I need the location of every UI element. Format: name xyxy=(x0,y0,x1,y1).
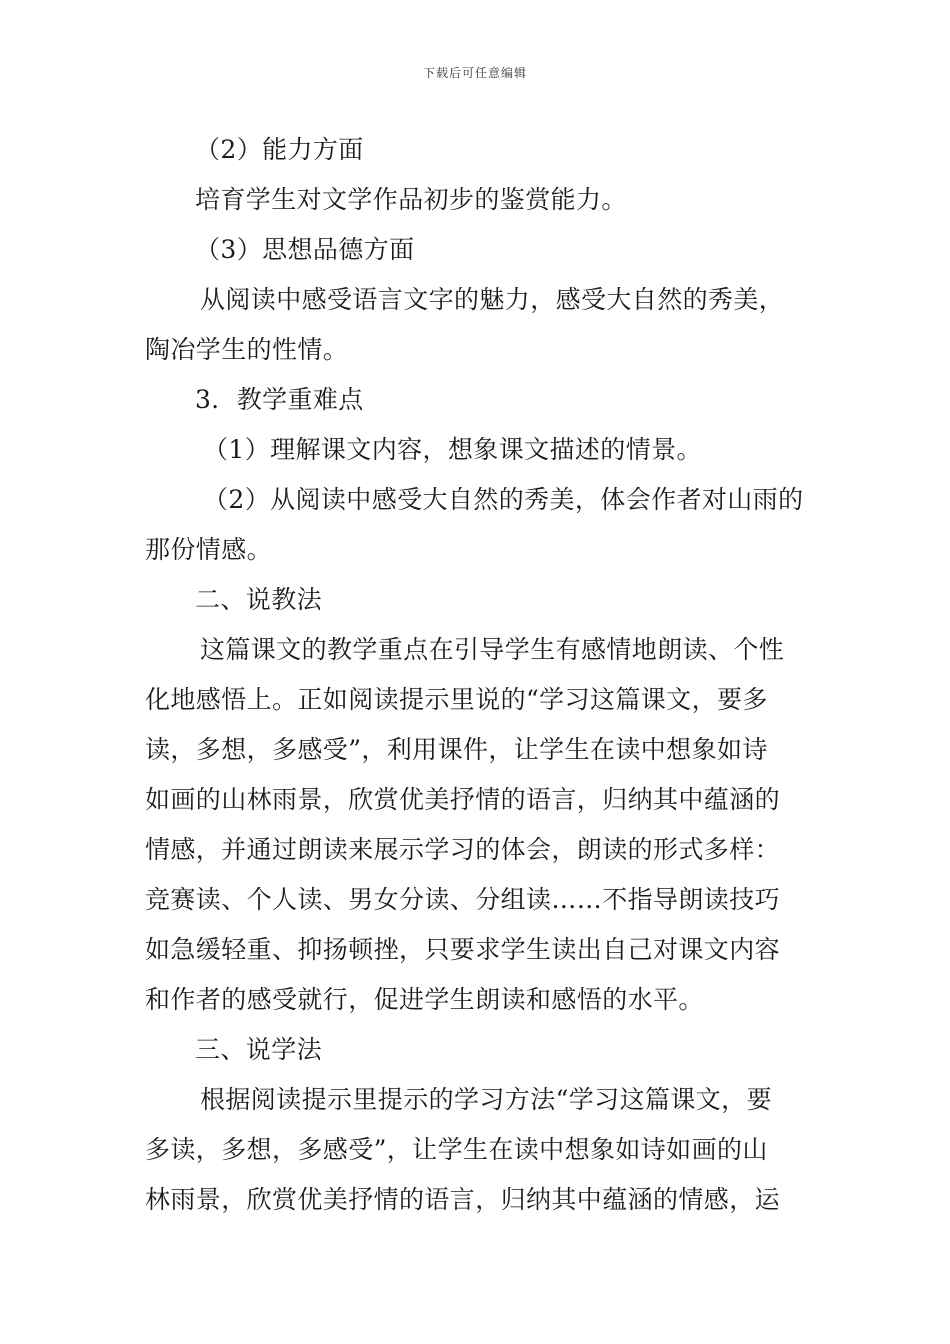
subheading-moral: （3）思想品德方面 xyxy=(195,235,415,264)
paragraph-line: （1）理解课文内容，想象课文描述的情景。 xyxy=(203,435,702,464)
paragraph-line: 培育学生对文学作品初步的鉴赏能力。 xyxy=(195,185,627,214)
paragraph-line: 读，多想，多感受”，利用课件，让学生在读中想象如诗 xyxy=(145,735,768,764)
paragraph-line: 林雨景，欣赏优美抒情的语言，归纳其中蕴涵的情感，运 xyxy=(145,1185,781,1214)
paragraph-line: 那份情感。 xyxy=(145,535,273,564)
page-header-note: 下载后可任意编辑 xyxy=(422,66,527,80)
paragraph-line: 竞赛读、个人读、男女分读、分组读……不指导朗读技巧 xyxy=(145,885,781,914)
paragraph-line: 这篇课文的教学重点在引导学生有感情地朗读、个性 xyxy=(200,635,785,664)
paragraph-line: 化地感悟上。正如阅读提示里说的“学习这篇课文，要多 xyxy=(145,685,768,714)
paragraph-line: 陶冶学生的性情。 xyxy=(145,335,349,364)
paragraph-line: 如急缓轻重、抑扬顿挫，只要求学生读出自己对课文内容 xyxy=(145,935,781,964)
heading-learning-method: 三、说学法 xyxy=(195,1035,323,1064)
heading-teaching-method: 二、说教法 xyxy=(195,585,323,614)
paragraph-line: 情感，并通过朗读来展示学习的体会，朗读的形式多样： xyxy=(145,835,781,864)
subheading-ability: （2）能力方面 xyxy=(195,135,364,164)
paragraph-line: 和作者的感受就行，促进学生朗读和感悟的水平。 xyxy=(145,985,704,1014)
heading-key-points: 3．教学重难点 xyxy=(195,385,364,414)
paragraph-line: 从阅读中感受语言文字的魅力，感受大自然的秀美， xyxy=(200,285,785,314)
paragraph-line: 根据阅读提示里提示的学习方法“学习这篇课文，要 xyxy=(200,1085,772,1114)
paragraph-line: （2）从阅读中感受大自然的秀美，体会作者对山雨的 xyxy=(203,485,804,514)
paragraph-line: 多读，多想，多感受”，让学生在读中想象如诗如画的山 xyxy=(145,1135,768,1164)
paragraph-line: 如画的山林雨景，欣赏优美抒情的语言，归纳其中蕴涵的 xyxy=(145,785,781,814)
